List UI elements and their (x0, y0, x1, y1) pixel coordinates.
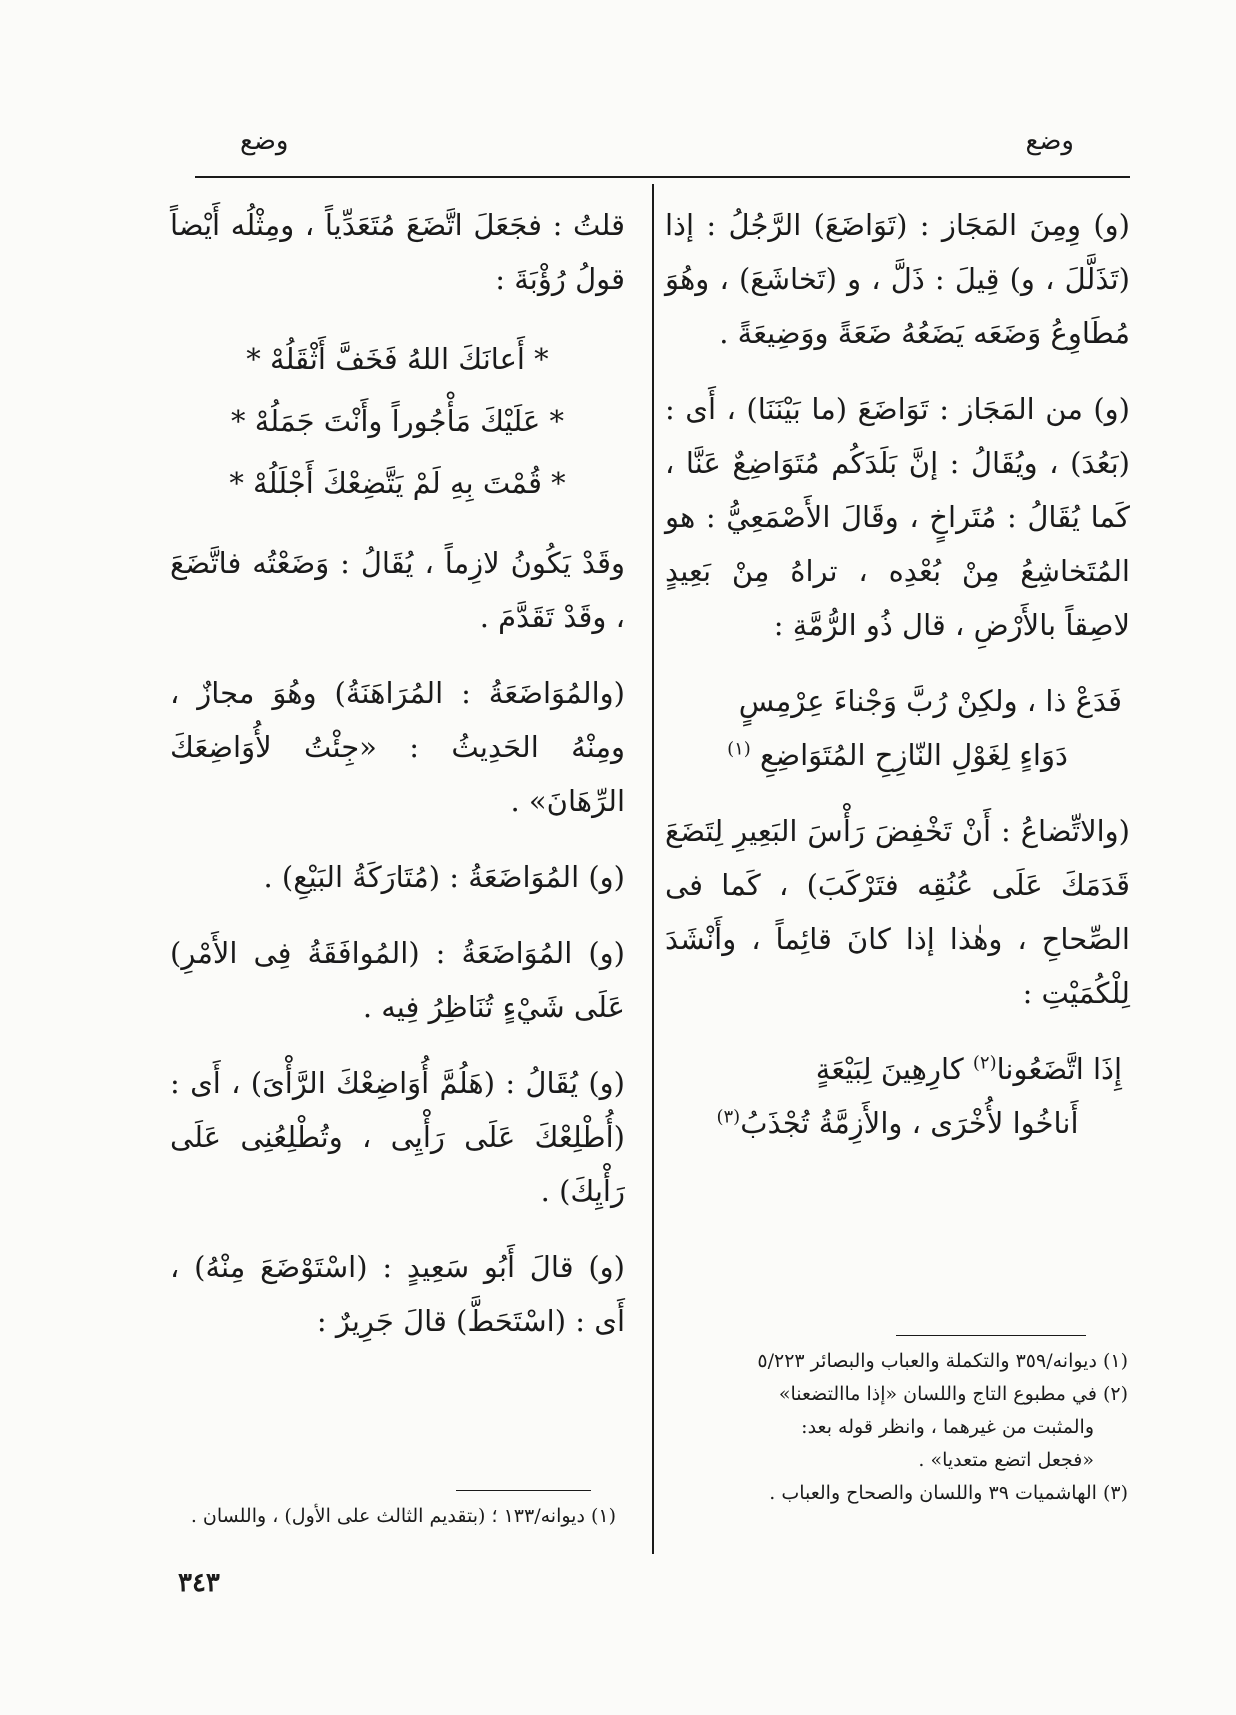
verse-hemistich-2 (665, 728, 1130, 782)
footnote-marker: (٣) (716, 1106, 741, 1128)
footnote-marker: (١) (727, 738, 751, 760)
page-number: ٣٤٣ (178, 1568, 220, 1598)
footnote-2-cont: «فجعل اتضع متعديا» . (918, 1449, 1094, 1471)
verse-line-3: * قُمْتَ بِهِ لَمْ يَتَّضِعْكَ أَجْلَلُهْ * (229, 466, 566, 500)
verse-ruba (170, 328, 625, 514)
left-column (170, 198, 625, 1370)
footnote-2: (٢) في مطبوع التاج واللسان «إذا ماالتضعنا» (778, 1383, 1128, 1405)
running-head-right: وضع (1025, 126, 1074, 156)
entry-istawdaa: (و) قالَ أَبُو سَعِيدٍ : (اسْتَوْضَعَ مِنْهُ) ، أَى : (اسْتَحَطَّ) قالَ جَرِيرٌ : (170, 1250, 625, 1338)
footnote-2-cont: والمثبت من غيرهما ، وانظر قوله بعد: (801, 1416, 1094, 1438)
footnote-rule-right (896, 1335, 1086, 1336)
footnote-3: (٣) الهاشميات ٣٩ واللسان والصحاح والعباب . (769, 1482, 1128, 1504)
entry-lazim: وقَدْ يَكُونُ لازِماً ، يُقَالُ : وَضَعْتُه فاتَّضَعَ ، وقَدْ تَقَدَّمَ . (170, 546, 625, 634)
right-column (665, 198, 1130, 1172)
verse-line-1: * أَعانَكَ اللهُ فَخَفَّ أَثْقَلُهْ * (246, 342, 549, 376)
entry-ittida: (والاتِّضاعُ : أَنْ تَخْفِضَ رَأْسَ البَعِيرِ لِتَضَعَ قَدَمَكَ عَلَى عُنُقِه فتَرْكَبَ) ، كَما فى الصِّحاحِ ، وهٰذا إذا كانَ قائِماً ، وأَنْشَدَ لِلْكُمَيْتِ : (665, 814, 1130, 1010)
verse-dhu-alrumma (665, 674, 1130, 782)
entry-qultu: قلتُ : فجَعَلَ اتَّضَعَ مُتَعَدِّياً ، ومِثْلُه أَيْضاً قولُ رُؤْبَةَ : (170, 208, 625, 296)
entry-tawadaa: (و) وِمِنَ المَجَاز : (تَوَاضَعَ) الرَّجُلُ : إذا (تَذَلَّلَ ، و) قِيلَ : ذَلَّ ، و (تَخاشَعَ) ، وهُوَ مُطَاوِعُ وَضَعَه يَضَعُهُ ضَعَةً ووَضِيعَةً . (665, 208, 1130, 350)
footnote-rule-left (456, 1490, 591, 1491)
verse-hemistich-1a: إِذَا اتَّضَعُونا (996, 1052, 1122, 1086)
footnotes-left (166, 1500, 616, 1533)
entry-muwadaa-murahana: (والمُوَاضَعَةُ : المُرَاهَنَةُ) وهُوَ مجازٌ ، ومِنْهُ الحَدِيثُ : «جِئْتُ لأُوَاضِعَكَ الرِّهَانَ» . (170, 676, 625, 818)
footnote-1: (١) ديوانه/١٣٣ ؛ (بتقديم الثالث على الأول) ، واللسان . (190, 1505, 616, 1527)
verse-hemistich-1b: كارِهِينَ لِبَيْعَةٍ (815, 1052, 973, 1086)
footnote-marker: (٢) (972, 1052, 997, 1074)
entry-tawadaa-baynana: (و) من المَجَاز : تَوَاضَعَ (ما بَيْنَنَا) ، أَى : (بَعُدَ) ، ويُقَالُ : إنَّ بَلَدَكُم مُتَوَاضِعٌ عَنَّا ، كَما يُقَالُ : مُتَراخٍ ، وقَالَ الأَصْمَعِيُّ : هو المُتَخاشِعُ مِنْ بُعْدِه ، تراهُ مِنْ بَعِيدٍ لاصِقاً بالأَرْضِ ، قال ذُو الرُّمَّةِ : (665, 392, 1130, 642)
header-rule (195, 176, 1130, 178)
verse-hemistich-2 (665, 1096, 1130, 1150)
column-divider (652, 184, 654, 1554)
verse-line-2: * عَلَيْكَ مَأْجُوراً وأَنْتَ جَمَلُهْ * (231, 404, 564, 438)
entry-mutaraka: (و) المُوَاضَعَةُ : (مُتَارَكَةُ البَيْعِ) . (263, 860, 625, 894)
verse-kumayt (665, 1042, 1130, 1150)
verse-hemistich-2-text: دَوَاءٍ لِغَوْلِ النّازِحِ المُتَوَاضِعِ (760, 738, 1068, 772)
verse-hemistich-1 (665, 1042, 1130, 1096)
running-head-left: وضع (240, 126, 289, 156)
footnote-1: (١) ديوانه/٣٥٩ والتكملة والعباب والبصائر ٥/٢٢٣ (757, 1350, 1128, 1372)
entry-halumma: (و) يُقَالُ : (هَلُمَّ أُوَاضِعْكَ الرَّأْىَ) ، أَى : (أُطْلِعْكَ عَلَى رَأْيِى ، وتُطْلِعُنِى عَلَى رَأْيِكَ) . (170, 1066, 625, 1208)
verse-hemistich-1: فَدَعْ ذا ، ولكِنْ رُبَّ وَجْناءَ عِرْمِسٍ (738, 684, 1122, 718)
verse-hemistich-2-text: أَناخُوا لأُخْرَى ، والأَزِمَّةُ تُجْذَبُ (740, 1106, 1079, 1140)
entry-muwafaqa: (و) المُوَاضَعَةُ : (المُوافَقَةُ فِى الأَمْرِ) عَلَى شَيْءٍ تُنَاظِرُ فِيه . (170, 936, 625, 1024)
footnotes-right (658, 1345, 1128, 1510)
